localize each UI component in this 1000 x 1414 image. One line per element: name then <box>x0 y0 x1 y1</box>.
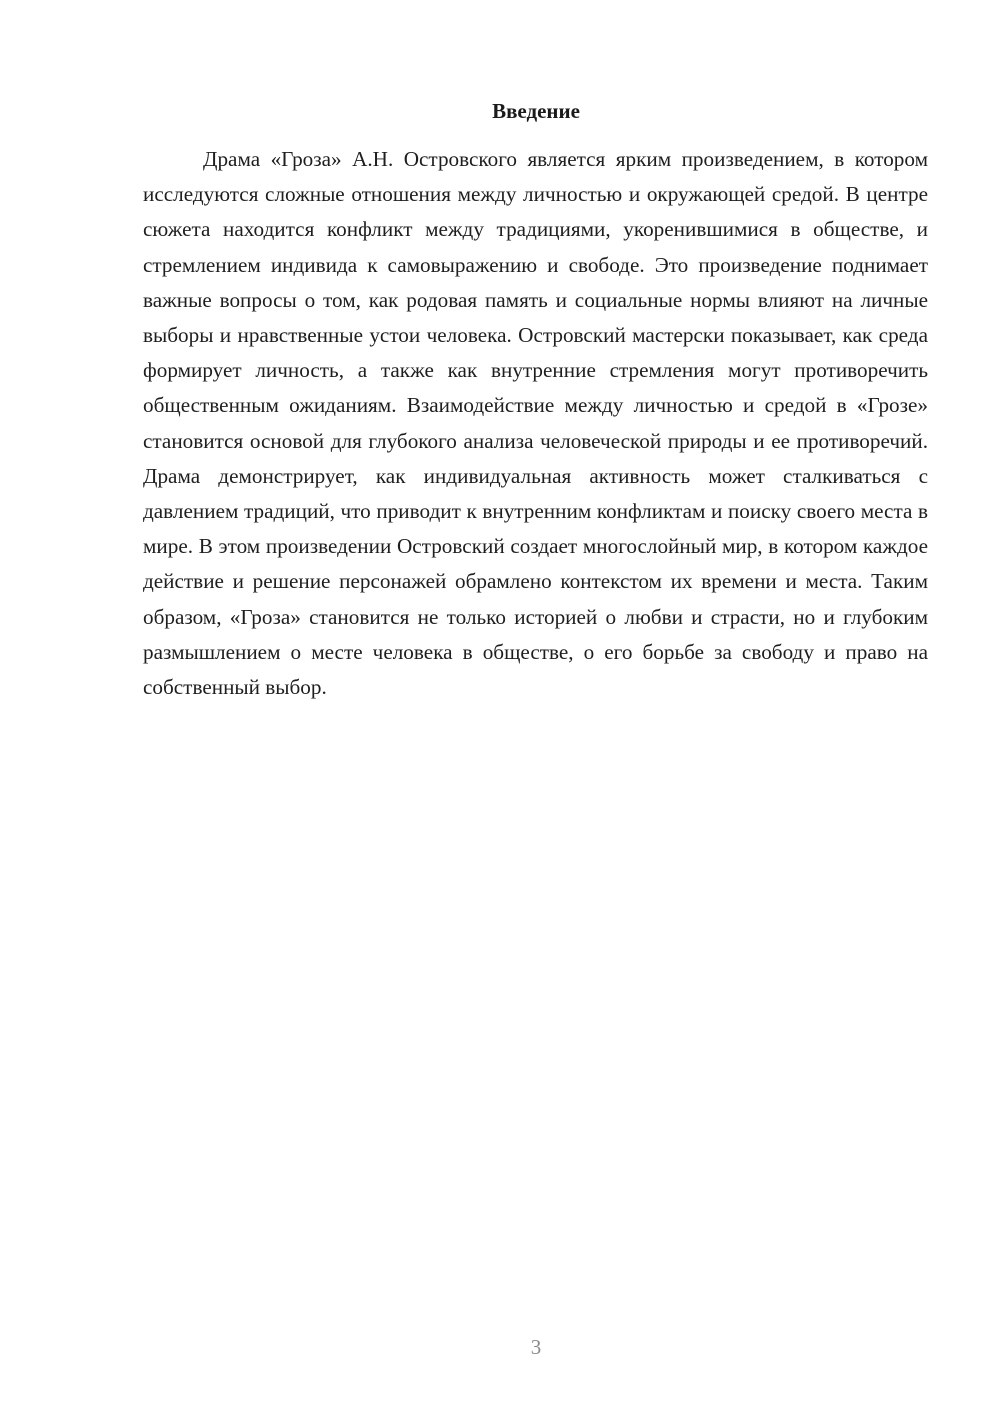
page-number: 3 <box>530 1335 542 1359</box>
body-paragraph: Драма «Гроза» А.Н. Островского является ярким произведением, в котором исследуются сложные отношения между личностью и окружающей средой. В центре сюжета находится конфликт между традициями, укоренившимися в обществе, и стремлением индивида к самовыражению и свободе. Это произведение поднимает важные вопросы о том, как родовая память и социальные нормы влияют на личные выборы и нравственные устои человека. Островский мастерски показывает, как среда формирует личность, а также как внутренние стремления могут противоречить общественным ожиданиям. Взаимодействие между личностью и средой в «Грозе» становится основой для глубокого анализа человеческой природы и ее противоречий. Драма демонстрирует, как индивидуальная активность может сталкиваться с давлением традиций, что приводит к внутренним конфликтам и поиску своего места в мире. В этом произведении Островский создает многослойный мир, в котором каждое действие и решение персонажей обрамлено контекстом их времени и места. Таким образом, «Гроза» становится не только историей о любви и страсти, но и глубоким размышлением о месте человека в обществе, о его борьбе за свободу и право на собственный выбор. <box>143 147 928 700</box>
section-heading: Введение <box>492 99 580 123</box>
